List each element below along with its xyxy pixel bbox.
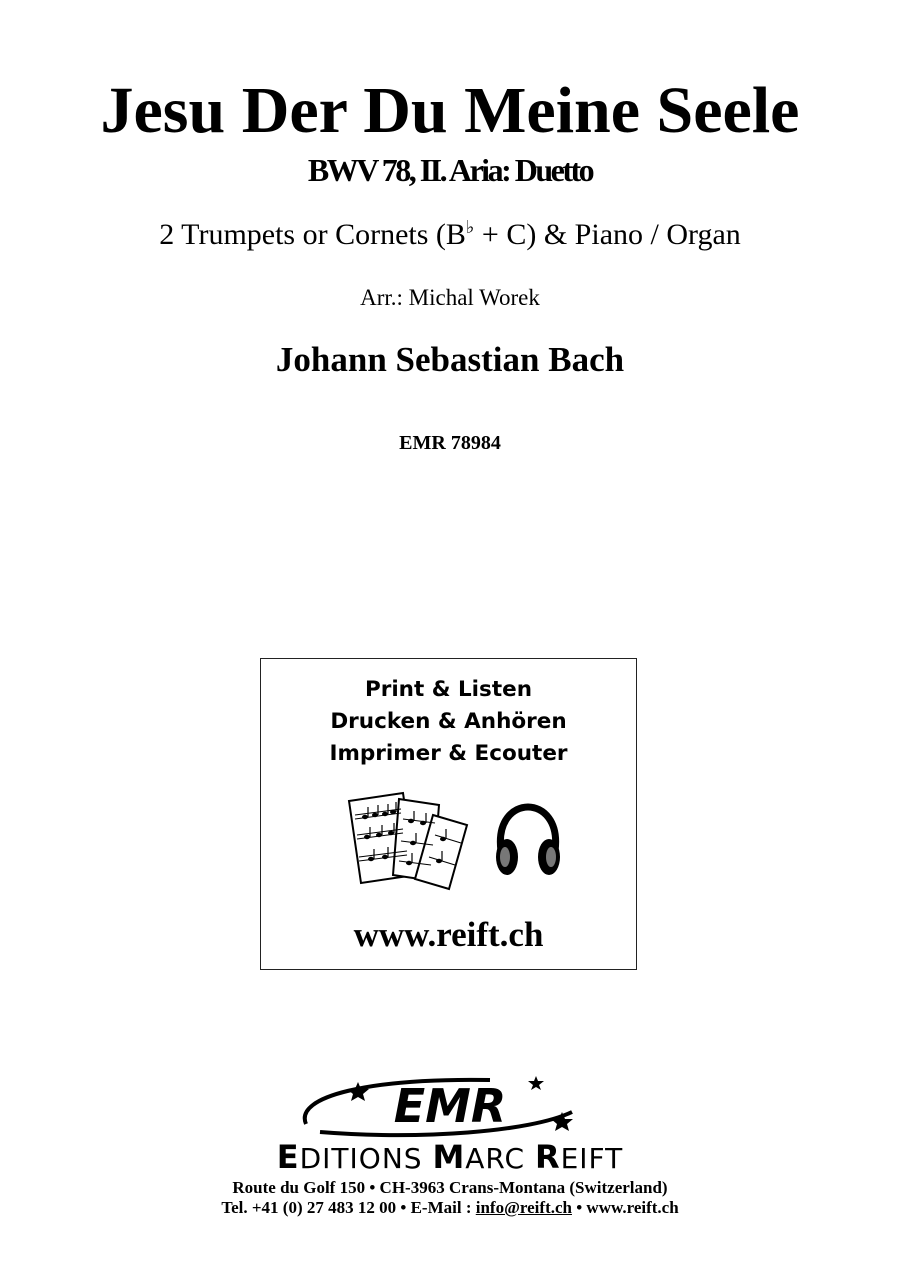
publisher-letter-e: E	[276, 1138, 300, 1176]
instrumentation	[0, 218, 900, 251]
sheet-music-icon	[341, 791, 471, 891]
emr-logo-text: EMR	[393, 1079, 507, 1133]
promo-line-fr: Imprimer & Ecouter	[329, 741, 568, 766]
publisher-letter-r: R	[534, 1138, 561, 1176]
headphones-icon	[493, 803, 563, 883]
promo-website-link[interactable]: www.reift.ch	[353, 915, 544, 954]
publisher-name	[0, 1138, 900, 1176]
publisher-tel: Tel. +41 (0) 27 483 12 00 • E-Mail :	[221, 1198, 476, 1217]
promo-line-en: Print & Listen	[364, 677, 533, 702]
instrumentation-after: + C) & Piano / Organ	[474, 218, 741, 251]
emr-logo	[300, 1072, 600, 1138]
catalog-number: EMR 78984	[399, 432, 501, 454]
print-listen-box	[260, 658, 637, 970]
flat-sign: ♭	[465, 217, 475, 237]
publisher-letter-m: M	[432, 1138, 466, 1176]
publisher-contact	[0, 1198, 900, 1218]
promo-line-de: Drucken & Anhören	[330, 709, 567, 734]
page-title: Jesu Der Du Meine Seele	[100, 74, 800, 147]
instrumentation-before: 2 Trumpets or Cornets (B	[159, 218, 466, 251]
email-link[interactable]: info@reift.ch	[475, 1198, 572, 1217]
publisher-part-editions: DITIONS	[299, 1142, 433, 1175]
composer: Johann Sebastian Bach	[275, 340, 625, 379]
publisher-web[interactable]: • www.reift.ch	[571, 1198, 679, 1217]
publisher-address: Route du Golf 150 • CH-3963 Crans-Montana (Switzerland)	[232, 1178, 668, 1197]
subtitle: BWV 78, II. Aria: Duetto	[307, 152, 593, 188]
publisher-part-reift: EIFT	[560, 1142, 624, 1175]
publisher-part-marc: ARC	[465, 1142, 535, 1175]
arranger: Arr.: Michal Worek	[360, 285, 540, 310]
